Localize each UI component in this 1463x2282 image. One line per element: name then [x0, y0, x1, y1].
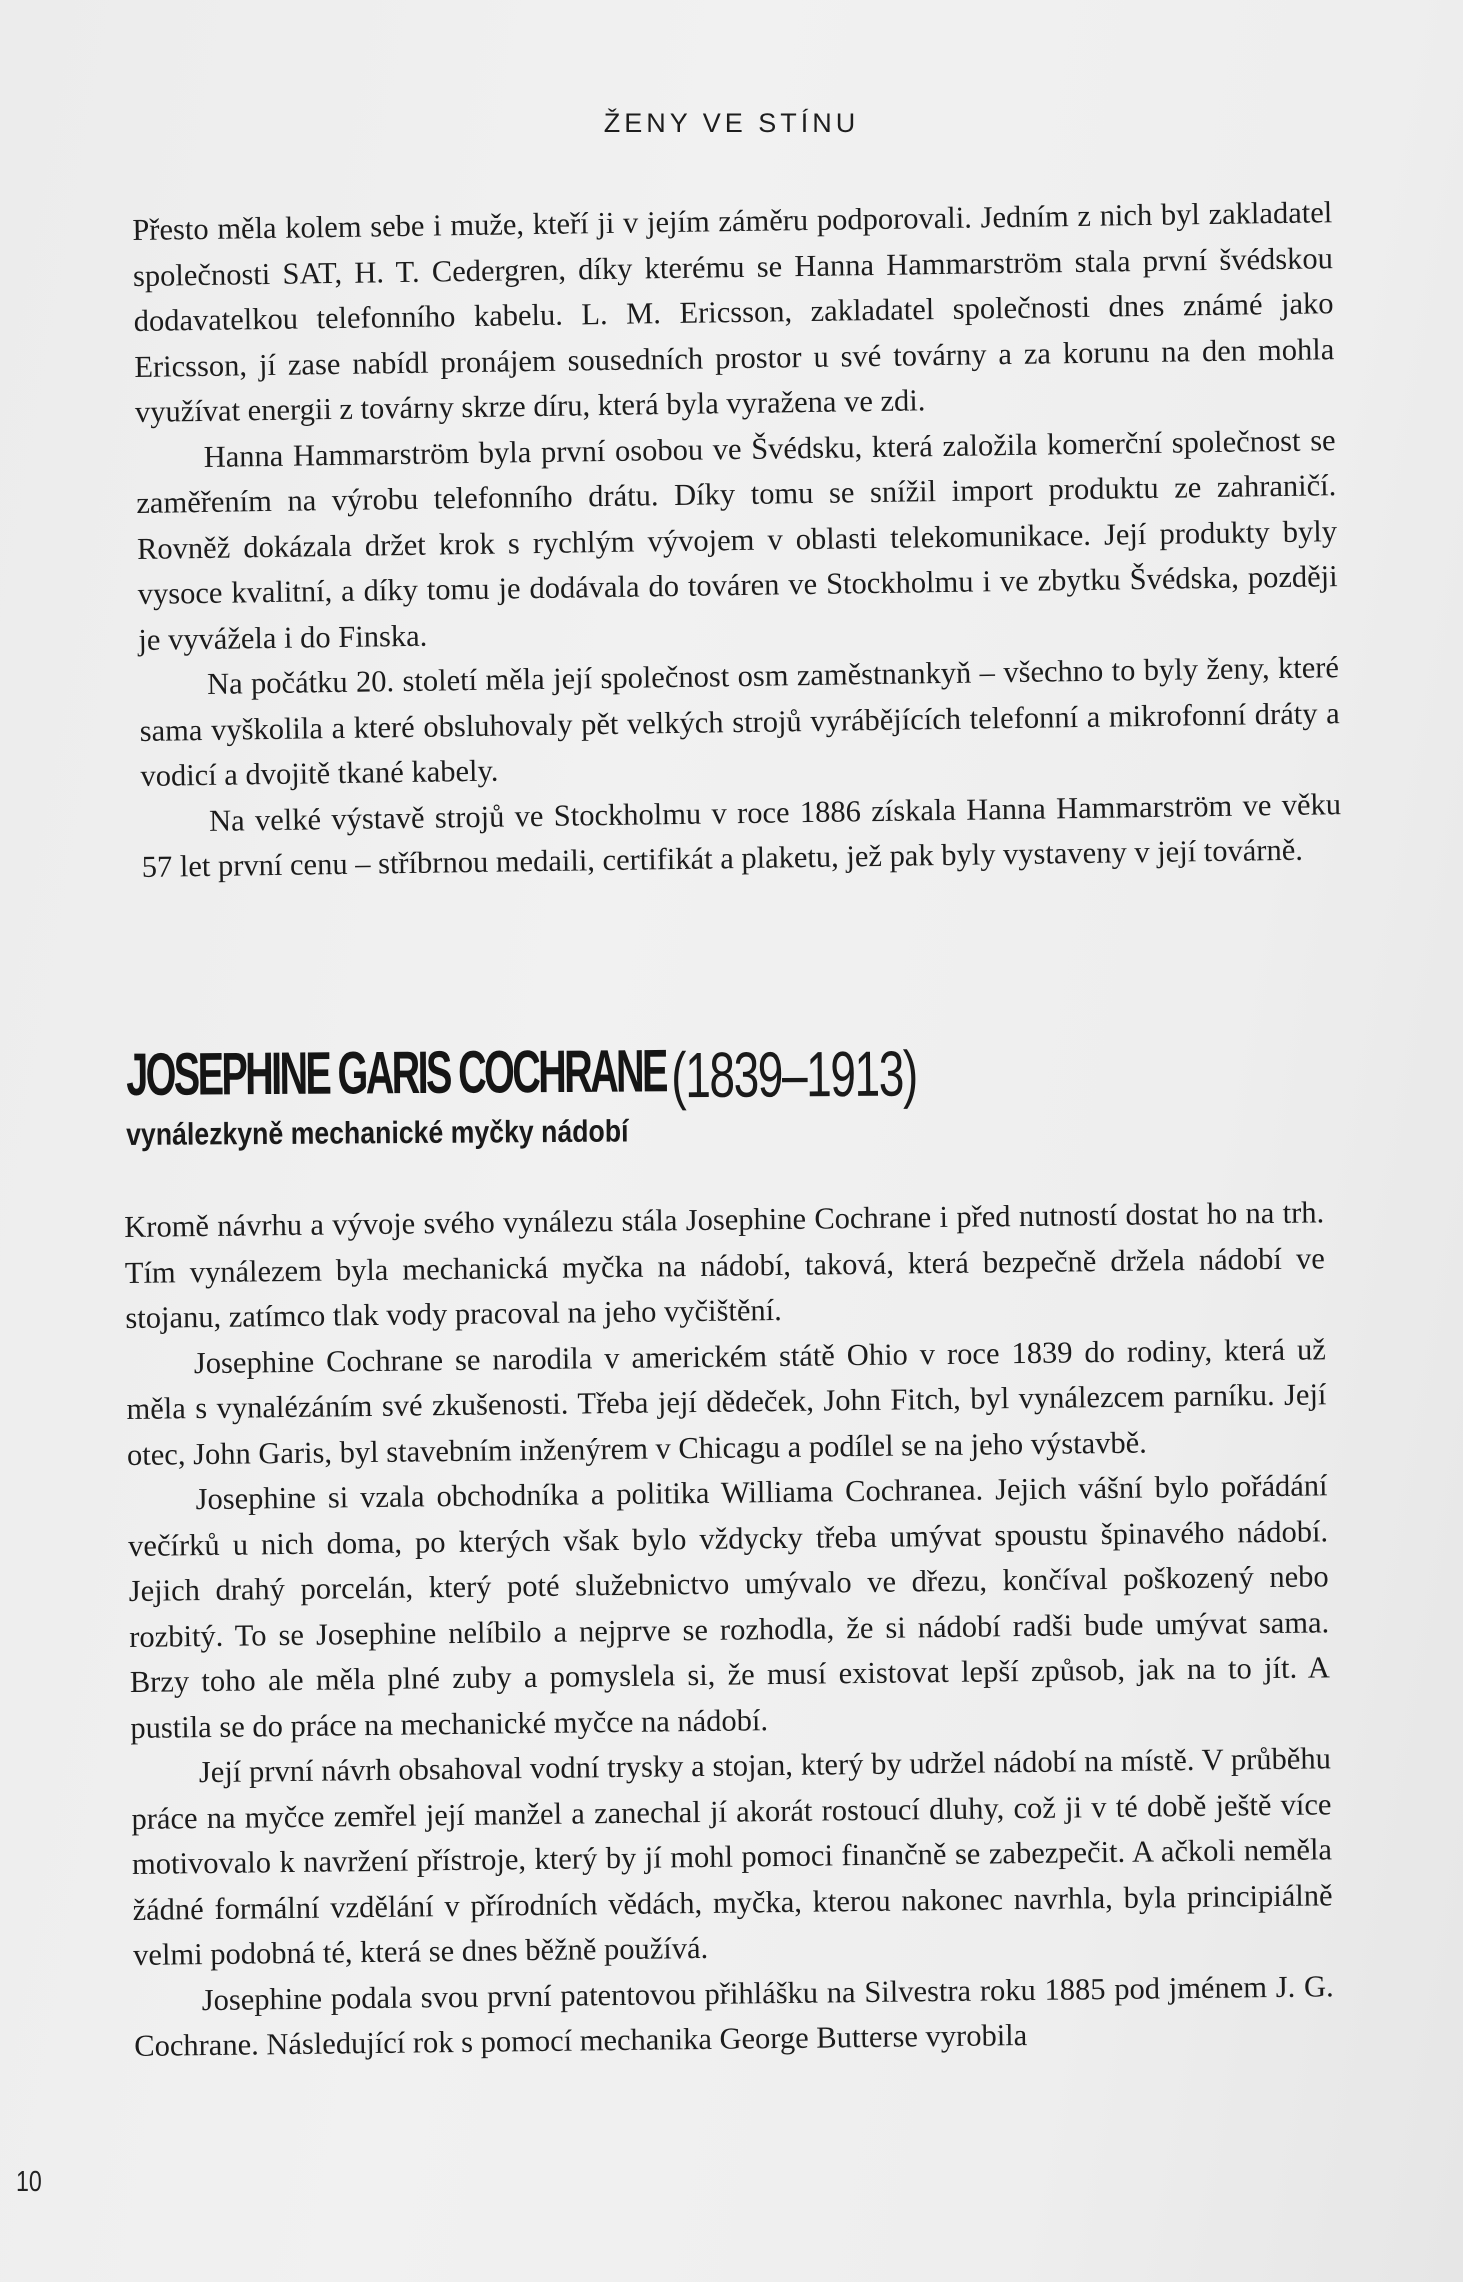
page-number: 10: [16, 2166, 42, 2198]
paragraph: Na počátku 20. století měla její společnost osm zaměstnankyň – všechno to byly ženy, které sama vyškolila a které obsluhovaly pět velkých strojů vyrábějících telefonní a mikrofonní dráty a vodicí a dvojitě tkané kabely.: [139, 650, 1340, 793]
paragraph: Hanna Hammarström byla první osobou ve Švédsku, která založila komerční společnost se zaměřením na výrobu telefonního drátu. Díky tomu se snížil import produktu ze zahraničí. Rovněž dokázala držet krok s rychlým vývojem v oblasti telekomunikace. Její produkty byly vysoce kvalitní, a díky tomu je dodávala do továren ve Stockholmu i ve zbytku Švédska, později je vyvážela i do Finska.: [136, 422, 1338, 657]
section-subheading: vynálezkyně mechanické myčky nádobí: [126, 1113, 629, 1152]
paragraph: Její první návrh obsahoval vodní trysky a stojan, který by udržel nádobí na místě. V průběhu práce na myčce zemřel její manžel a zanechal jí akorát rostoucí dluhy, což ji v té době ještě více motivovalo k navržení přístroje, který by jí mohl pomoci finančně se zabezpečit. A ačkoli neměla žádné formální vzdělání v přírodních vědách, myčka, kterou nakonec navrhla, byla principiálně velmi podobná té, která se dnes běžně používá.: [131, 1741, 1333, 1972]
running-head: ŽENY VE STÍNU: [603, 108, 860, 138]
paragraph: Kromě návrhu a vývoje svého vynálezu stála Josephine Cochrane i před nutností dostat ho na trh. Tím vynálezem byla mechanická myčka na nádobí, taková, která bezpečně držela nádobí ve stojanu, zatímco tlak vody pracoval na jeho vyčištění.: [124, 1195, 1325, 1335]
paragraph: Přesto měla kolem sebe i muže, kteří ji v jejím záměru podporovali. Jedním z nich byl zakladatel společnosti SAT, H. T. Cedergren, díky kterému se Hanna Hammarström stala první švédskou dodavatelkou telefonního kabelu. L. M. Ericsson, zakladatel společnosti dnes známé jako Ericsson, jí zase nabídl pronájem sousedních prostor u své továrny a za korunu na den mohla využívat energii z továrny skrze díru, která byla vyražena ve zdi.: [132, 195, 1335, 429]
heading-name: JOSEPHINE GARIS COCHRANE: [126, 1037, 667, 1108]
section-hammarstrom-text: [132, 190, 1342, 890]
paragraph: Josephine podala svou první patentovou přihlášku na Silvestra roku 1885 pod jménem J. G. Cochrane. Následující rok s pomocí mechanika George Butterse vyrobila: [134, 1968, 1334, 2063]
paragraph: Josephine si vzala obchodníka a politika Williama Cochranea. Jejich vášní bylo pořádání večírků u nich doma, po kterých však bylo vždycky třeba umývat spoustu špinavého nádobí. Jejich drahý porcelán, který poté služebnictvo umývalo ve dřezu, končíval poškozený nebo rozbitý. To se Josephine nelíbilo a nejprve se rozhodla, že si nádobí radši bude umývat sama. Brzy toho ale měla plné zuby a pomyslela si, že musí existovat lepší způsob, jak na to jít. A pustila se do práce na mechanické myčce na nádobí.: [127, 1468, 1330, 1745]
paragraph: Na velké výstavě strojů ve Stockholmu v roce 1886 získala Hanna Hammarström ve věku 57 let první cenu – stříbrnou medaili, certifikát a plaketu, jež pak byly vystaveny v její továrně.: [141, 786, 1342, 884]
section-heading: [126, 1034, 944, 1112]
heading-years: (1839–1913): [671, 1037, 918, 1112]
section-cochrane-text: [124, 1190, 1334, 2069]
paragraph: Josephine Cochrane se narodila v americkém státě Ohio v roce 1839 do rodiny, která už měla s vynalézáním své zkušenosti. Třeba její dědeček, John Fitch, byl vynálezcem parníku. Její otec, John Garis, byl stavebním inženýrem v Chicagu a podílel se na jeho výstavbě.: [126, 1331, 1327, 1472]
